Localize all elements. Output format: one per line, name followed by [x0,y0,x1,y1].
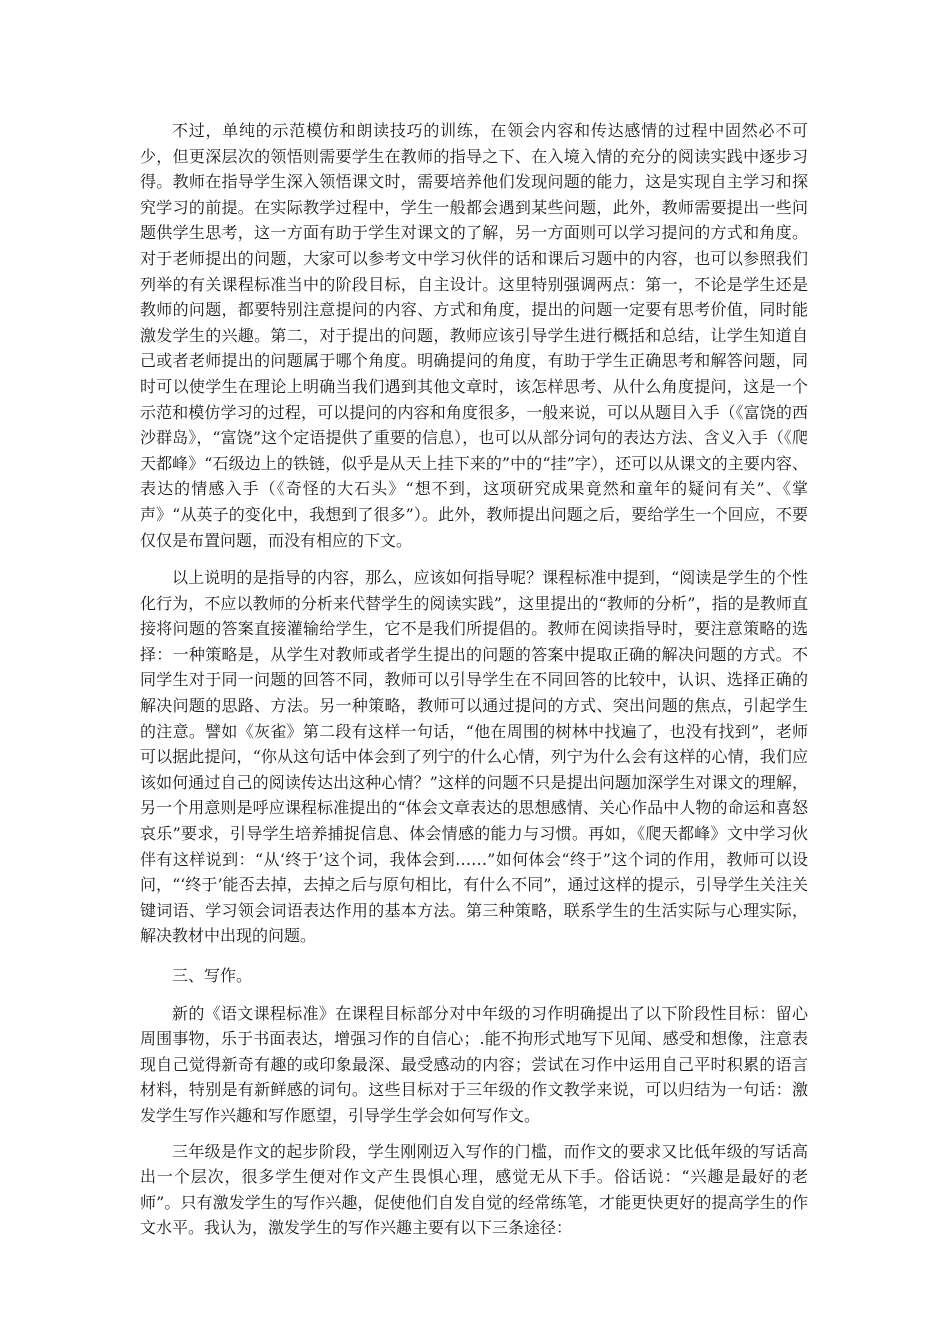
paragraph-guidance-strategies: 以上说明的是指导的内容，那么，应该如何指导呢？课程标准中提到，“阅读是学生的个性化行为，不应以教师的分析来代替学生的阅读实践”，这里提出的“教师的分析”，指的是教师直接将问题的答案直接灌输给学生，它不是我们所提倡的。教师在阅读指导时，要注意策略的选择：一种策略是，从学生对教师或者学生提出的问题的答案中提取正确的解决问题的方式。不同学生对于同一问题的回答不同，教师可以引导学生在不同回答的比较中，认识、选择正确的解决问题的思路、方法。另一种策略，教师可以通过提问的方式、突出问题的焦点，引起学生的注意。譬如《灰雀》第二段有这样一句话，“他在周围的树林中找遍了，也没有找到”，老师可以据此提问，“你从这句话中体会到了列宁的什么心情，列宁为什么会有这样的心情，我们应该如何通过自己的阅读传达出这种心情？”这样的问题不只是提出问题加深学生对课文的理解，另一个用意则是呼应课程标准提出的“体会文章表达的思想感情、关心作品中人物的命运和喜怒哀乐”要求，引导学生培养捕捉信息、体会情感的能力与习惯。再如，《爬天都峰》文中学习伙伴有这样说到：“从‘终于’这个词，我体会到……”如何体会“终于”这个词的作用，教师可以设问，“‘终于’能否去掉，去掉之后与原句相比，有什么不同”，通过这样的提示，引导学生关注关键词语、学习领会词语表达作用的基本方法。第三种策略，联系学生的生活实际与心理实际，解决教材中出现的问题。 [140,568,808,946]
document-page [140,118,808,1241]
paragraph-guidance-questions: 不过，单纯的示范模仿和朗读技巧的训练，在领会内容和传达感情的过程中固然必不可少，但更深层次的领悟则需要学生在教师的指导之下、在入境入情的充分的阅读实践中逐步习得。教师在指导学生深入领悟课文时，需要培养他们发现问题的能力，这是实现自主学习和探究学习的前提。在实际教学过程中，学生一般都会遇到某些问题，此外，教师需要提出一些问题供学生思考，这一方面有助于学生对课文的了解，另一方面则可以学习提问的方式和角度。对于老师提出的问题，大家可以参考文中学习伙伴的话和课后习题中的内容，也可以参照我们列举的有关课程标准当中的阶段目标，自主设计。这里特别强调两点：第一，不论是学生还是教师的问题，都要特别注意提问的内容、方式和角度，提出的问题一定要有思考价值，同时能激发学生的兴趣。第二，对于提出的问题，教师应该引导学生进行概括和总结，让学生知道自己或者老师提出的问题属于哪个角度。明确提问的角度，有助于学生正确思考和解答问题，同时可以使学生在理论上明确当我们遇到其他文章时，该怎样思考、从什么角度提问，这是一个示范和模仿学习的过程，可以提问的内容和角度很多，一般来说，可以从题目入手（《富饶的西沙群岛》，“富饶”这个定语提供了重要的信息），也可以从部分词句的表达方法、含义入手（《爬天都峰》“石级边上的铁链，似乎是从天上挂下来的”中的“挂”字），还可以从课文的主要内容、表达的情感入手（《奇怪的大石头》“想不到，这项研究成果竟然和童年的疑问有关”、《掌声》“从英子的变化中，我想到了很多”）。此外，教师提出问题之后，要给学生一个回应，不要仅仅是布置问题，而没有相应的下文。 [140,121,808,550]
paragraph-grade-three-writing: 三年级是作文的起步阶段，学生刚刚迈入写作的门槛，而作文的要求又比低年级的写话高出一个层次，很多学生便对作文产生畏惧心理，感觉无从下手。俗话说：“兴趣是最好的老师”。只有激发学生的写作兴趣，促使他们自发自觉的经常练笔，才能更快更好的提高学生的作文水平。我认为，激发学生的写作兴趣主要有以下三条途径： [140,1141,808,1238]
section-heading-writing: 三、写作。 [172,966,253,985]
paragraph-curriculum-goals: 新的《语文课程标准》在课程目标部分对中年级的习作明确提出了以下阶段性目标：留心周围事物，乐于书面表达，增强习作的自信心；.能不拘形式地写下见闻、感受和想像，注意表现自己觉得新奇有趣的或印象最深、最受感动的内容；尝试在习作中运用自己平时积累的语言材料，特别是有新鲜感的词句。这些目标对于三年级的作文教学来说，可以归结为一句话：激发学生写作兴趣和写作愿望，引导学生学会如何写作文。 [140,1003,808,1125]
